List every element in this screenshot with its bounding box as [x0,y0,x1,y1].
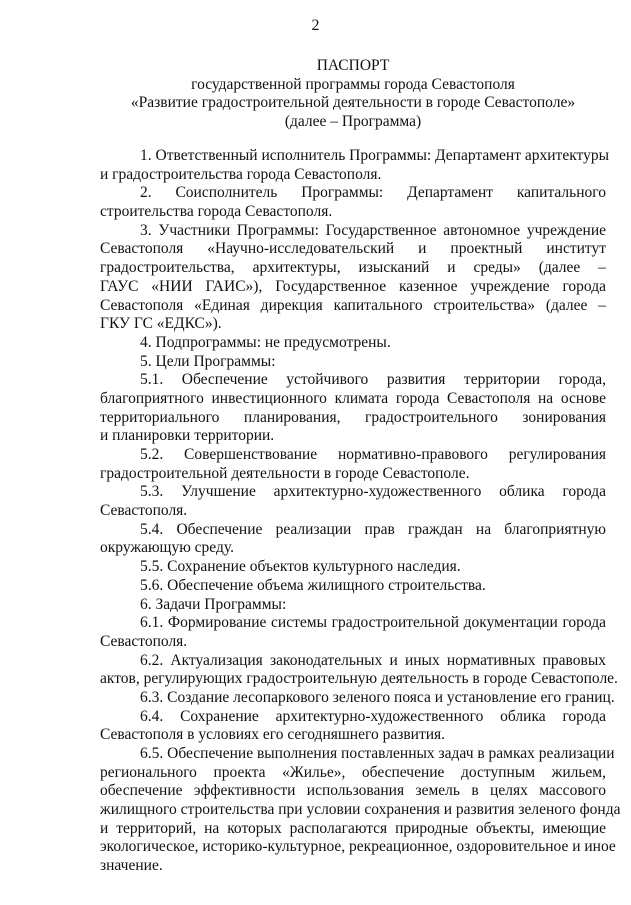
body-line: 5.5. Сохранение объектов культурного наследия. [140,558,461,576]
body-line: Севастополя. [100,632,188,650]
body-line: обеспечение эффективности использования земель в целях массового [100,782,606,800]
body-line: 5.1. Обеспечение устойчивого развития территории города, [140,371,606,389]
body-line: 5.4. Обеспечение реализации прав граждан на благоприятную [140,520,606,538]
body-line: 6.4. Сохранение архитектурно-художественного облика города [140,707,606,725]
body-line: значение. [100,857,163,875]
body-line: и планировки территории. [100,427,275,445]
body-line: 4. Подпрограммы: не предусмотрены. [140,333,391,351]
page-number: 2 [311,17,320,34]
body-line: 6.5. Обеспечение выполнения поставленных задач в рамках реализации [140,745,615,762]
document-header [100,57,606,131]
body-line: и территорий, на которых располагаются природные объекты, имеющие [100,819,606,837]
program-name: «Развитие градостроительной деятельности в городе Севастополе» [130,94,576,111]
body-line: жилищного строительства при условии сохранения и развития зеленого фонда [100,801,621,819]
body-line: Севастополя «Единая дирекция капитального строительства» (далее – [100,296,606,314]
body-line: актов, регулирующих градостроительную деятельность в городе Севастополе. [100,670,618,688]
body-line: 5. Цели Программы: [140,352,276,370]
body-line: ГАУС «НИИ ГАИС»), Государственное казенное учреждение города [100,277,606,295]
body-line: регионального проекта «Жилье», обеспечение доступным жильем, [100,763,606,781]
body-line: 6.3. Создание лесопаркового зеленого пояса и установление его границ. [140,688,615,706]
body-line: территориального планирования, градостроительного зонирования [100,408,606,426]
body-line: 6.2. Актуализация законодательных и иных нормативных правовых [140,651,606,669]
body-line: и градостроительства города Севастополя. [100,165,382,183]
body-line: 6. Задачи Программы: [140,595,287,613]
program-subtitle: государственной программы города Севастополя [191,75,515,93]
program-abbreviation: (далее – Программа) [284,112,422,130]
body-line: экологическое, историко-культурное, рекреационное, оздоровительное и иное [100,838,616,856]
body-line: окружающую среду. [100,539,234,557]
document-body [100,147,621,876]
body-line: Севастополя. [100,502,188,520]
body-line: благоприятного инвестиционного климата города Севастополя на основе [100,389,606,407]
body-line: 6.1. Формирование системы градостроительной документации города [140,614,606,632]
body-line: Севастополя в условиях его сегодняшнего развития. [100,726,446,744]
body-line: 5.3. Улучшение архитектурно-художественного облика города [140,483,606,501]
body-line: градостроительной деятельности в городе Севастополе. [100,464,470,482]
body-line: ГКУ ГС «ЕДКС»). [100,315,222,333]
body-line: градостроительства, архитектуры, изысканий и среды» (далее – [100,259,606,277]
body-line: 3. Участники Программы: Государственное автономное учреждение [140,221,606,239]
body-line: Севастополя «Научно-исследовательский и проектный институт [100,240,606,258]
body-line: 2. Соисполнитель Программы: Департамент капитального [140,184,606,202]
body-line: 1. Ответственный исполнитель Программы: Департамент архитектуры [140,147,610,164]
body-line: 5.2. Совершенствование нормативно-правового регулирования [140,446,606,463]
body-line: 5.6. Обеспечение объема жилищного строительства. [140,576,486,594]
document-title: ПАСПОРТ [316,57,390,74]
body-line: строительства города Севастополя. [100,203,333,221]
